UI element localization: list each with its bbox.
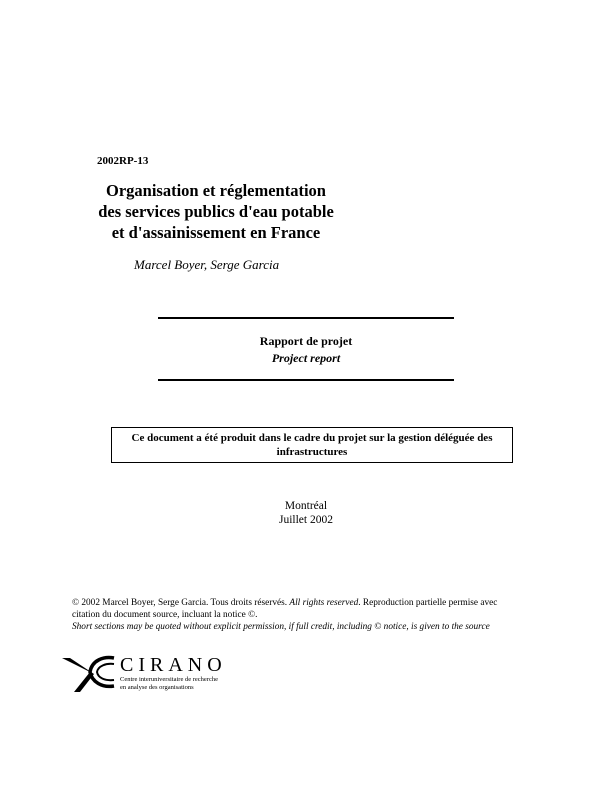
report-type-french: Rapport de projet [259,334,353,348]
copyright-line-1-italic: All rights reserved [289,598,359,608]
copyright-line-1-start: © 2002 Marcel Boyer, Serge Garcia. Tous droits réservés. [72,598,290,608]
copyright-line-3: Short sections may be quoted without explicit permission, if full credit, including © notice, is given to the source [72,622,490,632]
title-line-3: et d'assainissement en France [111,223,321,242]
notice-line-1: Ce document a été produit dans le cadre du projet sur la gestion déléguée des [131,432,493,444]
cirano-logo-mark-icon [60,652,118,694]
report-number: 2002RP-13 [97,155,149,167]
publication-date: Juillet 2002 [279,514,333,526]
copyright-notice [72,597,547,633]
copyright-line-1-end: . Reproduction partielle permise avec [358,598,498,608]
publication-location: Montréal [284,500,328,512]
bottom-divider [158,379,454,381]
cirano-logo [60,652,250,694]
title-line-1: Organisation et réglementation [106,181,326,200]
cirano-tagline-line-2: en analyse des organisations [120,683,194,691]
cirano-wordmark: CIRANO [120,654,227,676]
report-type-english: Project report [271,351,341,365]
authors: Marcel Boyer, Serge Garcia [134,257,280,272]
title-line-2: des services publics d'eau potable [98,202,334,221]
notice-line-2: infrastructures [276,446,348,458]
cirano-tagline [120,676,218,691]
top-divider [158,317,454,319]
document-title [60,180,372,243]
cirano-tagline-line-1: Centre interuniversitaire de recherche [120,676,218,683]
copyright-line-1 [72,597,547,609]
project-notice-box [111,427,513,463]
copyright-line-2: citation du document source, incluant la notice ©. [72,610,258,620]
